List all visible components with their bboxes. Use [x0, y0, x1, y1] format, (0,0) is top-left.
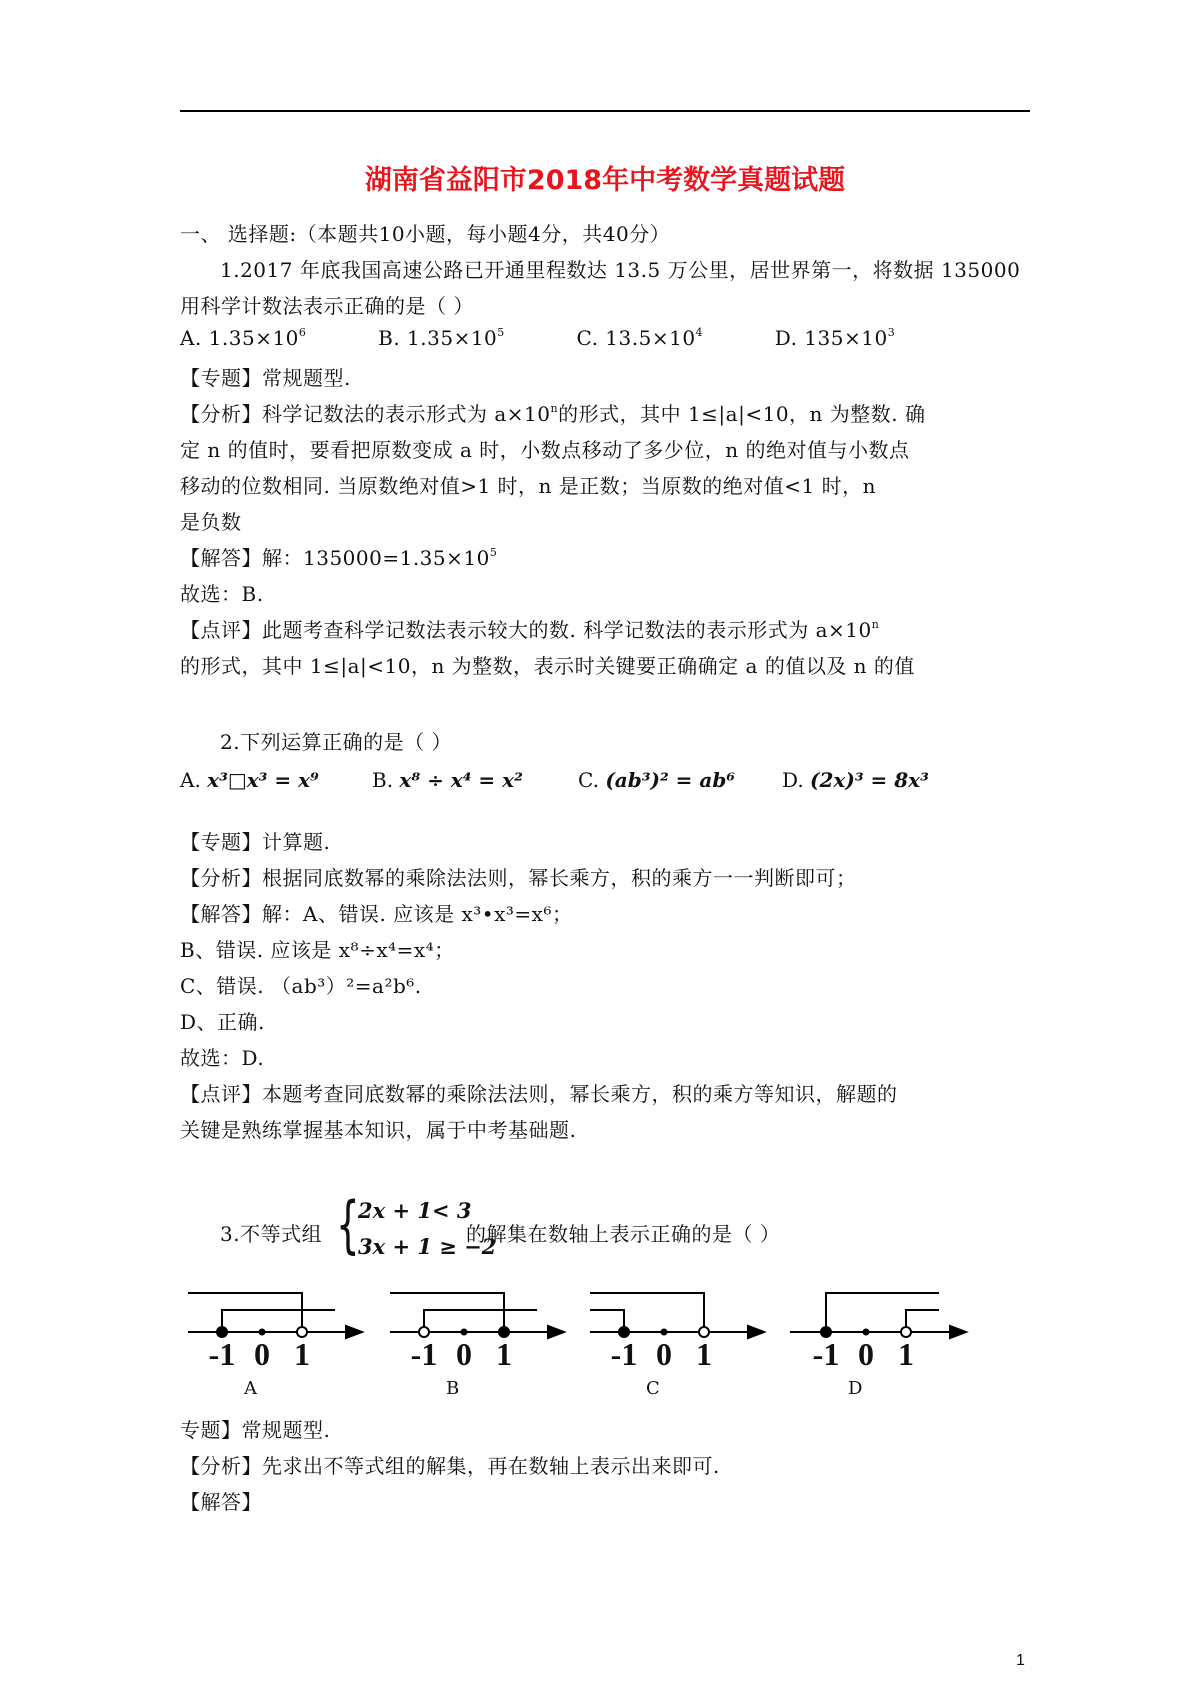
q2-choose: 故选：D. [180, 1046, 265, 1070]
q1-option-d: D. 135×10 [774, 326, 888, 350]
q1-analysis-line2: 定 n 的值时，要看把原数变成 a 时，小数点移动了多少位，n 的绝对值与小数点 [180, 438, 910, 462]
q2-option-c-expr: (ab³)² = ab⁶ [605, 768, 736, 792]
tick-label: 0 [456, 1336, 472, 1372]
tick-mark [260, 1330, 265, 1335]
q1-analysis-line4: 是负数 [180, 510, 242, 534]
q1-topic: 【专题】常规题型. [180, 366, 351, 390]
q1-stem-line1: 1.2017 年底我国高速公路已开通里程数达 13.5 万公里，居世界第一，将数据 135000 [220, 258, 1021, 282]
solution-bracket [590, 1310, 624, 1332]
solution-bracket [590, 1293, 704, 1332]
q2-option-a-label: A. [180, 768, 201, 792]
brace-icon: { [336, 1188, 360, 1261]
tick-label: 0 [858, 1336, 874, 1372]
tick-label: -1 [610, 1336, 638, 1372]
tick-label: 1 [696, 1336, 712, 1372]
q1-answer-exp: 5 [489, 546, 498, 559]
q1-option-a: A. 1.35×10 [180, 326, 299, 350]
q1-analysis-line3: 移动的位数相同. 当原数绝对值>1 时，n 是正数；当原数的绝对值<1 时，n [180, 474, 877, 498]
q1-option-c-exp: 4 [695, 326, 704, 339]
q3-stem-post: 的解集在数轴上表示正确的是（ ） [466, 1222, 781, 1246]
q2-comment-line1: 【点评】本题考查同底数幂的乘除法法则，幂长乘方，积的乘方等知识，解题的 [180, 1082, 898, 1106]
q3-analysis: 【分析】先求出不等式组的解集，再在数轴上表示出来即可. [180, 1454, 720, 1478]
option-label: D [848, 1378, 863, 1399]
arrow-icon [950, 1326, 966, 1338]
solution-bracket [424, 1310, 537, 1332]
q1-analysis-text: 【分析】科学记数法的表示形式为 a×10 [180, 402, 551, 426]
tick-label: 0 [656, 1336, 672, 1372]
tick-label: -1 [208, 1336, 236, 1372]
q1-answer-text: 【解答】解：135000=1.35×10 [180, 546, 490, 570]
page-title: 湖南省益阳市2018年中考数学真题试题 [364, 165, 846, 196]
q3-answer: 【解答】 [180, 1490, 262, 1514]
q1-comment-exp: n [871, 618, 880, 631]
q2-option-b-label: B. [372, 768, 394, 792]
q2-answer-d: D、正确. [180, 1010, 265, 1034]
tick-mark [864, 1330, 869, 1335]
q2-analysis: 【分析】根据同底数幂的乘除法法则，幂长乘方，积的乘方一一判断即可； [180, 866, 857, 890]
q2-option-c-label: C. [578, 768, 599, 792]
q1-option-b-exp: 5 [497, 326, 505, 339]
q1-option-b: B. 1.35×10 [378, 326, 498, 350]
tick-label: -1 [812, 1336, 840, 1372]
q1-stem-line2: 用科学计数法表示正确的是（ ） [180, 294, 474, 318]
q2-stem: 2.下列运算正确的是（ ） [220, 730, 452, 754]
q1-comment-line2: 的形式，其中 1≤|a|<10，n 为整数，表示时关键要正确确定 a 的值以及 n 的值 [180, 654, 915, 678]
arrow-icon [748, 1326, 764, 1338]
q1-analysis-exp: n [550, 402, 559, 415]
q1-option-a-exp: 6 [298, 326, 307, 339]
solution-bracket [222, 1310, 335, 1332]
solution-bracket [188, 1293, 302, 1332]
q1-analysis-text-cont: 的形式，其中 1≤|a|<10，n 为整数. 确 [558, 402, 926, 426]
q3-inequality-2: 3x + 1 ≥ −2 [358, 1234, 497, 1259]
q1-option-d-exp: 3 [887, 326, 896, 339]
tick-label: 1 [294, 1336, 310, 1372]
tick-label: -1 [410, 1336, 438, 1372]
q2-answer-c: C、错误. （ab³）²=a²b⁶. [180, 974, 422, 998]
tick-label: 1 [496, 1336, 512, 1372]
q3-inequality-1: 2x + 1< 3 [358, 1198, 472, 1223]
tick-mark [662, 1330, 667, 1335]
tick-mark [462, 1330, 467, 1335]
solution-bracket [826, 1293, 939, 1332]
q2-option-a-expr: x³□x³ = x⁹ [207, 768, 319, 792]
q2-answer-a: 【解答】解：A、错误. 应该是 x³•x³=x⁶； [180, 902, 573, 926]
q2-answer-b: B、错误. 应该是 x⁸÷x⁴=x⁴； [180, 938, 455, 962]
q2-topic: 【专题】计算题. [180, 830, 331, 854]
tick-label: 0 [254, 1336, 270, 1372]
tick-label: 1 [898, 1336, 914, 1372]
option-label: A [244, 1378, 257, 1399]
solution-bracket [390, 1293, 504, 1332]
q3-stem-pre: 3.不等式组 [220, 1222, 323, 1246]
section-heading: 一、 选择题:（本题共10小题，每小题4分，共40分） [180, 222, 671, 246]
arrow-icon [548, 1326, 564, 1338]
q2-comment-line2: 关键是熟练掌握基本知识，属于中考基础题. [180, 1118, 577, 1142]
q2-option-b-expr: x⁸ ÷ x⁴ = x² [399, 768, 523, 792]
arrow-icon [346, 1326, 362, 1338]
q2-option-d-label: D. [782, 768, 804, 792]
q1-comment-text: 【点评】此题考查科学记数法表示较大的数. 科学记数法的表示形式为 a×10 [180, 618, 872, 642]
q3-topic: 专题】常规题型. [180, 1418, 331, 1442]
option-label: C [646, 1378, 660, 1399]
option-label: B [446, 1378, 460, 1399]
q2-option-d-expr: (2x)³ = 8x³ [810, 768, 929, 792]
q1-option-c: C. 13.5×10 [576, 326, 696, 350]
q1-choose: 故选：B. [180, 582, 264, 606]
page-number: 1 [1016, 1652, 1025, 1669]
